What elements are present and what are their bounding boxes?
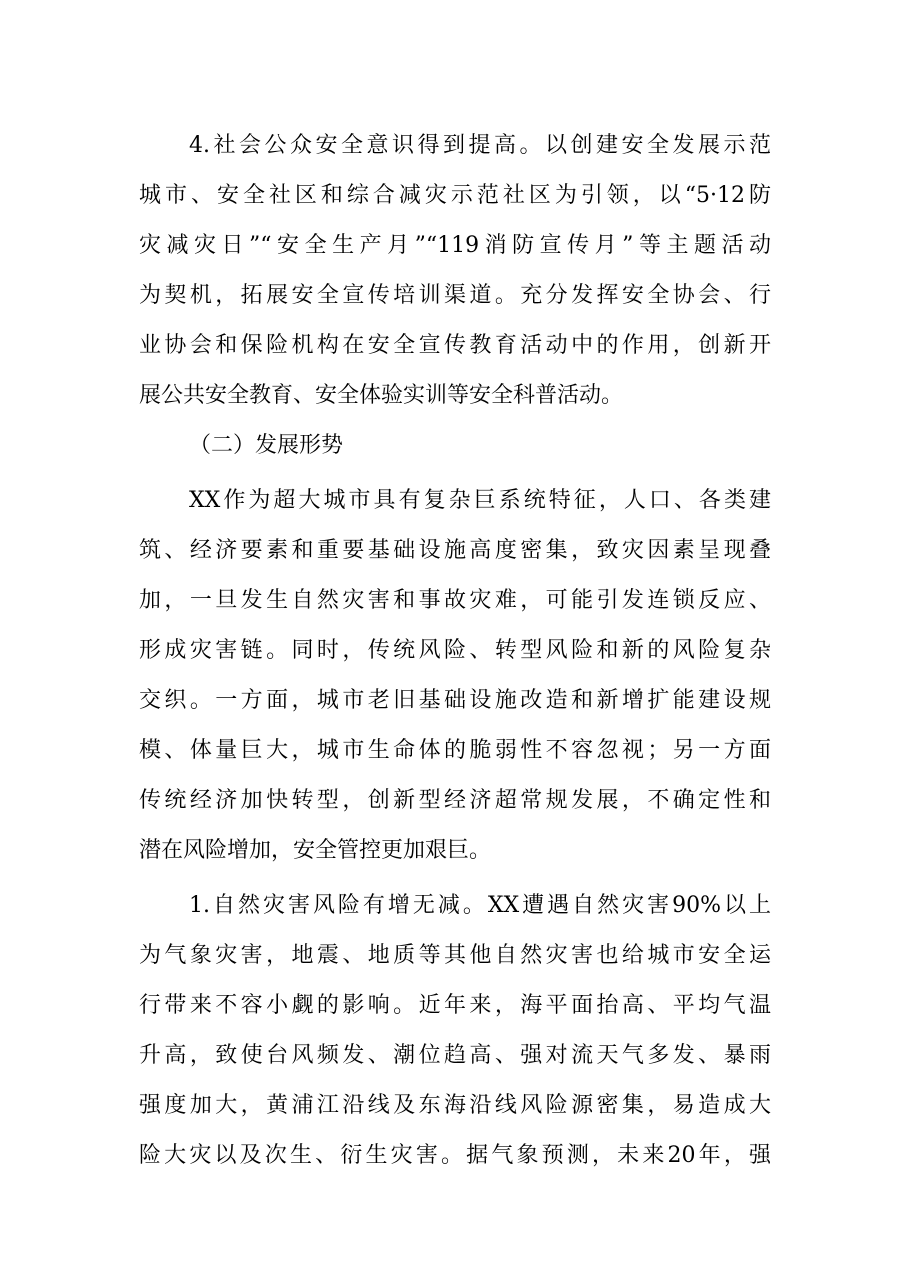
text-line: 为契机，拓展安全宣传培训渠道。充分发挥安全协会、行 (139, 283, 771, 308)
text-line: 潜在风险增加，安全管控更加艰巨。 (139, 838, 492, 863)
text-line: XX作为超大城市具有复杂巨系统特征，人口、各类建 (189, 488, 771, 513)
text-line: 险大灾以及次生、衍生灾害。据气象预测，未来20年，强 (139, 1143, 771, 1168)
text-line: 传统经济加快转型，创新型经济超常规发展，不确定性和 (139, 788, 771, 813)
text-line: 形成灾害链。同时，传统风险、转型风险和新的风险复杂 (139, 638, 771, 663)
text-line: 强度加大，黄浦江沿线及东海沿线风险源密集，易造成大 (139, 1093, 771, 1118)
section-heading: （二）发展形势 (189, 433, 344, 458)
text-line: 展公共安全教育、安全体验实训等安全科普活动。 (139, 383, 624, 408)
text-line: 行带来不容小觑的影响。近年来，海平面抬高、平均气温 (139, 993, 771, 1018)
text-line: 4.社会公众安全意识得到提高。以创建安全发展示范 (189, 133, 771, 158)
text-line: 筑、经济要素和重要基础设施高度密集，致灾因素呈现叠 (139, 538, 771, 563)
text-line: 交织。一方面，城市老旧基础设施改造和新增扩能建设规 (139, 688, 771, 713)
text-line: 城市、安全社区和综合减灾示范社区为引领，以“5·12防 (139, 183, 771, 208)
text-line: 加，一旦发生自然灾害和事故灾难，可能引发连锁反应、 (139, 588, 771, 613)
text-line: 业协会和保险机构在安全宣传教育活动中的作用，创新开 (139, 333, 771, 358)
text-line: 灾减灾日”“安全生产月”“119消防宣传月”等主题活动 (139, 233, 771, 258)
text-line: 1.自然灾害风险有增无减。XX遭遇自然灾害90%以上 (189, 893, 771, 918)
text-line: 模、体量巨大，城市生命体的脆弱性不容忽视；另一方面 (139, 738, 771, 763)
text-line: 升高，致使台风频发、潮位趋高、强对流天气多发、暴雨 (139, 1043, 771, 1068)
text-line: 为气象灾害，地震、地质等其他自然灾害也给城市安全运 (139, 943, 771, 968)
